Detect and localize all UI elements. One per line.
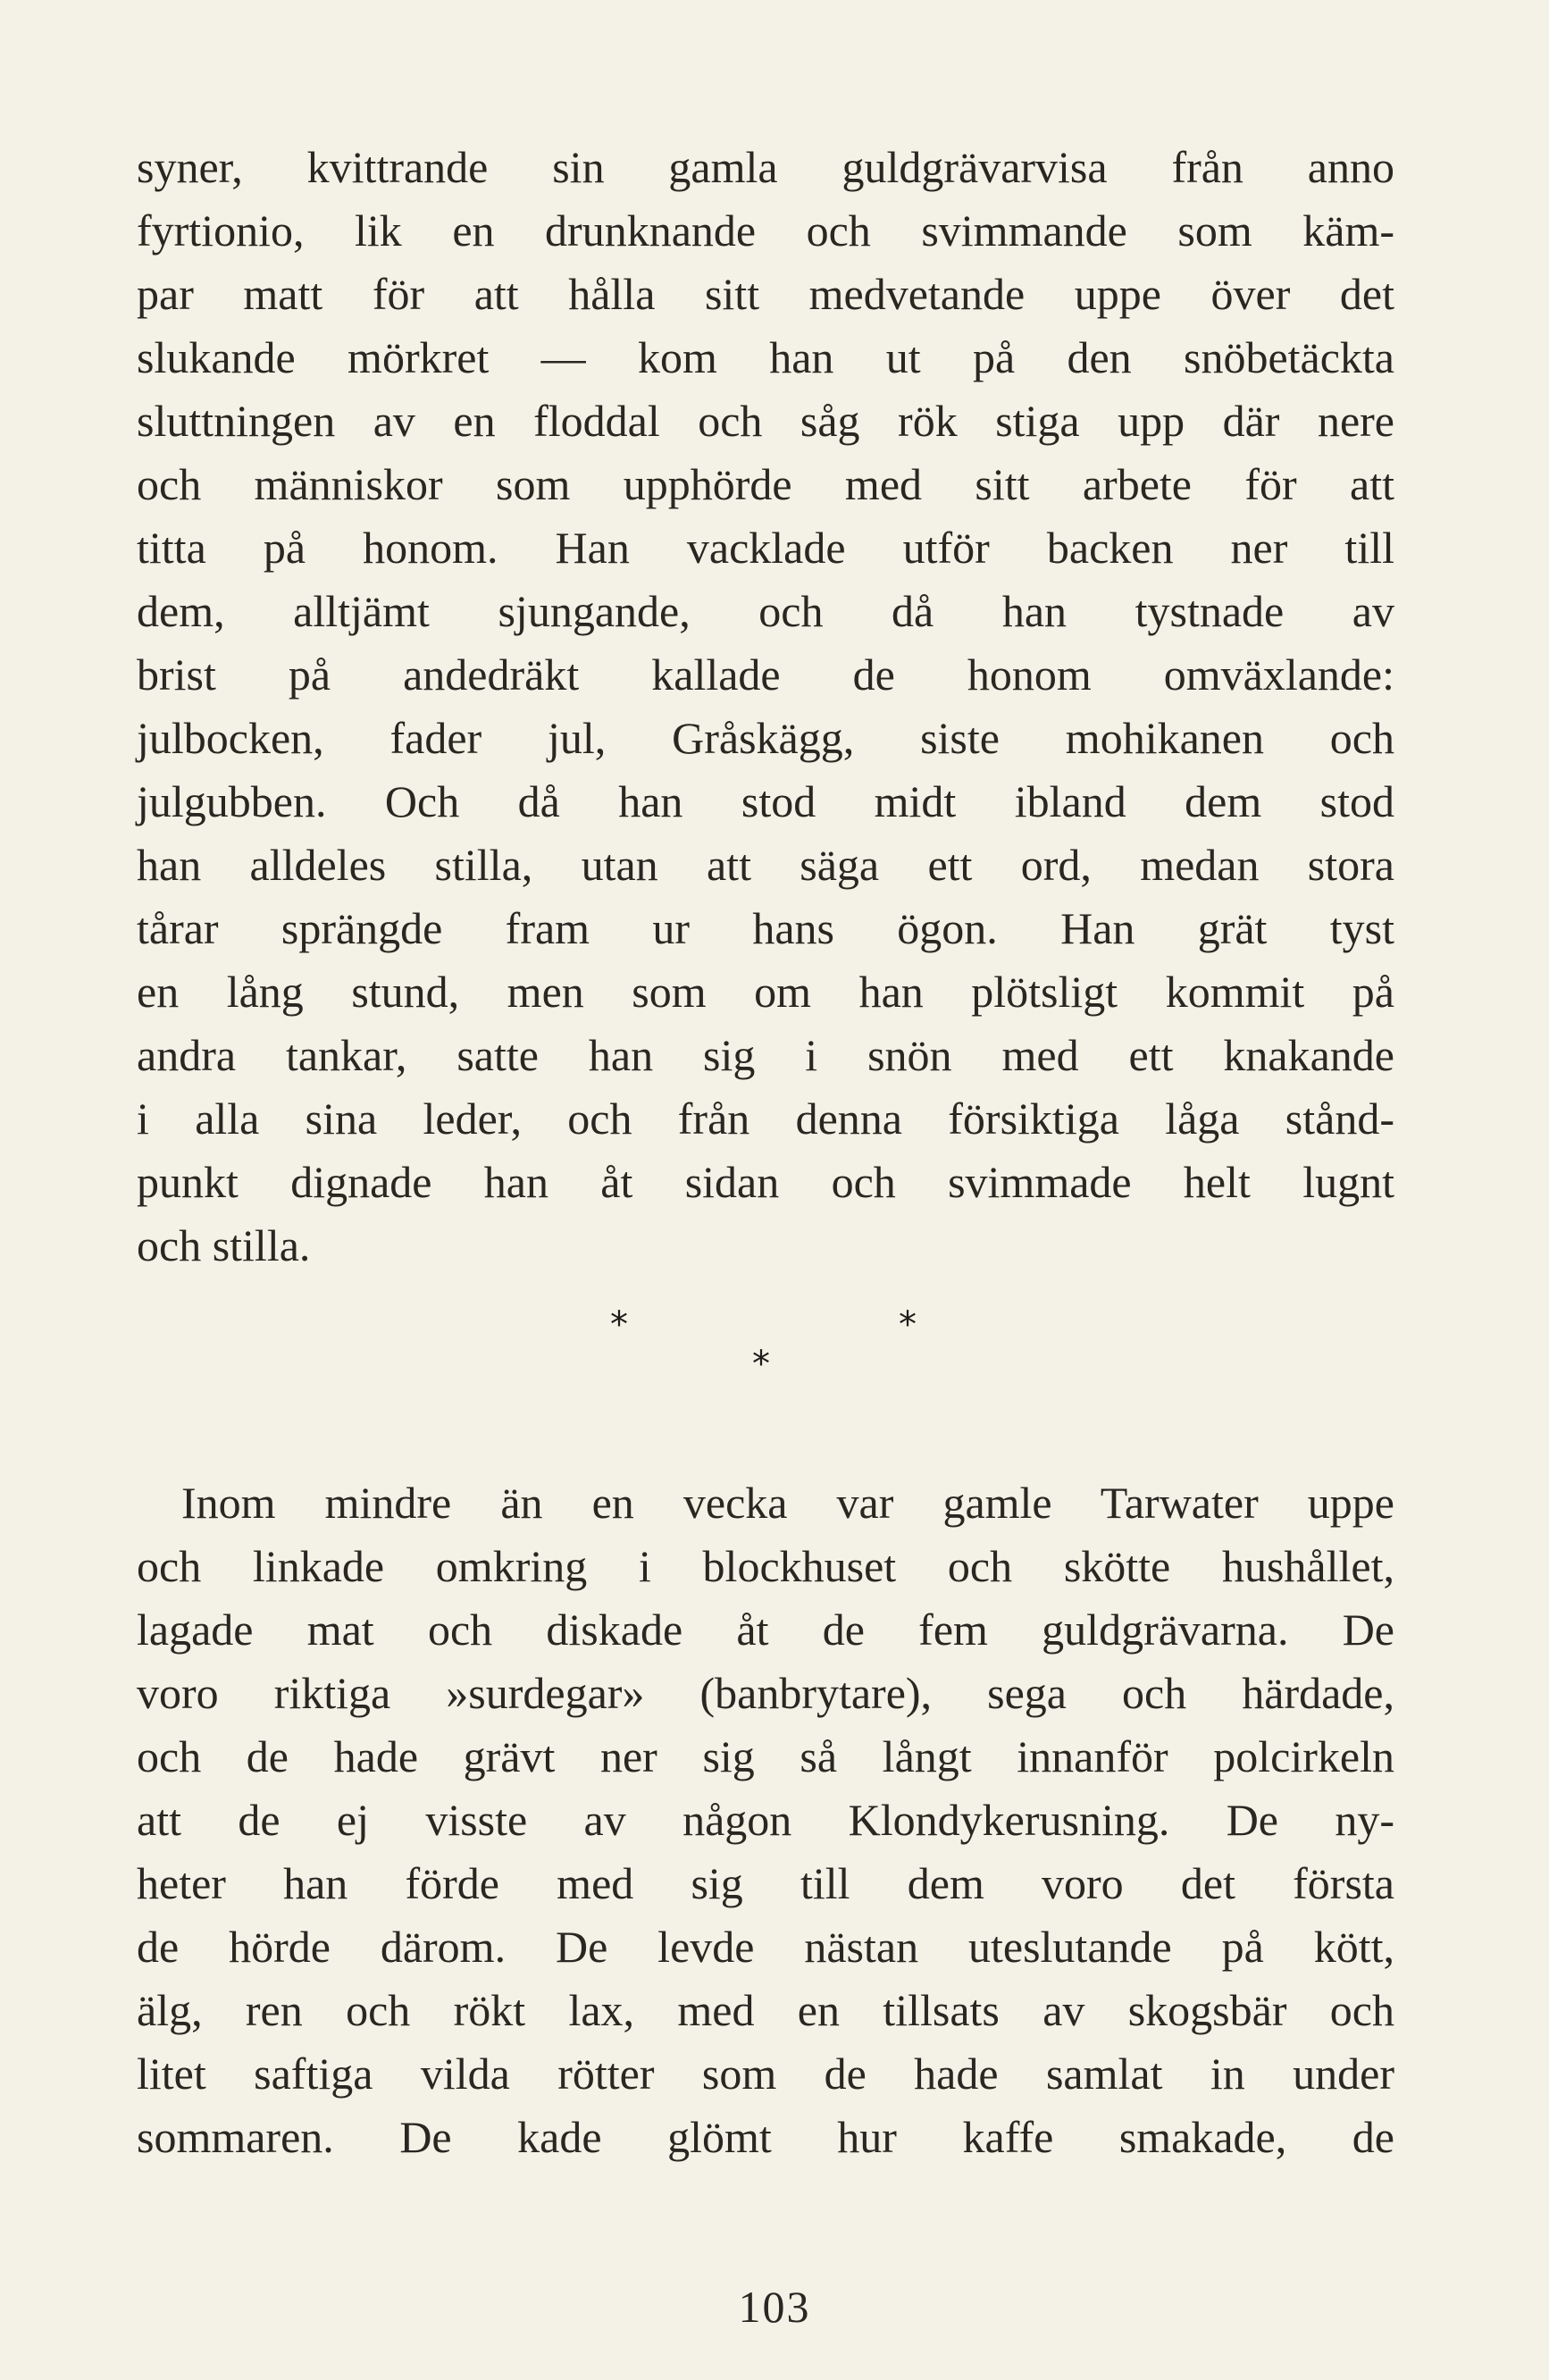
text-line: punkt dignade han åt sidan och svimmade helt lugnt [137, 1157, 1394, 1207]
text-line: han alldeles stilla, utan att säga ett ord, medan stora [137, 840, 1394, 890]
paragraph-2 [137, 1471, 1394, 2169]
text-line: sommaren. De kade glömt hur kaffe smakade, de [137, 2112, 1394, 2162]
text-line: och de hade grävt ner sig så långt innanför polcirkeln [137, 1731, 1394, 1781]
asterism-star: * [610, 1304, 628, 1345]
asterism-star: * [899, 1304, 917, 1345]
text-line: litet saftiga vilda rötter som de hade samlat in under [137, 2049, 1394, 2099]
text-line: slukande mörkret — kom han ut på den snöbetäckta [137, 332, 1394, 382]
text-line: brist på andedräkt kallade de honom omväxlande: [137, 649, 1394, 700]
text-line: och linkade omkring i blockhuset och skötte hushållet, [137, 1541, 1394, 1591]
text-line: sluttningen av en floddal och såg rök stiga upp där nere [137, 396, 1394, 446]
asterism-star: * [752, 1344, 770, 1385]
text-line: julbocken, fader jul, Gråskägg, siste mohikanen och [137, 713, 1394, 763]
text-line: Inom mindre än en vecka var gamle Tarwater uppe [181, 1478, 1394, 1528]
text-line: att de ej visste av någon Klondykerusning. De ny- [137, 1795, 1394, 1845]
text-line: titta på honom. Han vacklade utför backen ner till [137, 523, 1394, 573]
text-line: julgubben. Och då han stod midt ibland dem stod [137, 776, 1394, 826]
page-number: 103 [738, 2282, 811, 2332]
text-line: tårar sprängde fram ur hans ögon. Han grät tyst [137, 903, 1394, 953]
text-line: älg, ren och rökt lax, med en tillsats av skogsbär och [137, 1985, 1394, 2035]
text-line: voro riktiga »surdegar» (banbrytare), sega och härdade, [137, 1668, 1394, 1718]
section-separator [0, 1294, 1549, 1401]
text-line: par matt för att hålla sitt medvetande uppe över det [137, 269, 1394, 319]
text-line: heter han förde med sig till dem voro det första [137, 1858, 1394, 1908]
text-line: de hörde därom. De levde nästan uteslutande på kött, [137, 1922, 1394, 1972]
text-line: lagade mat och diskade åt de fem guldgrävarna. De [137, 1605, 1394, 1655]
text-line: dem, alltjämt sjungande, och då han tystnade av [137, 586, 1394, 636]
text-line: andra tankar, satte han sig i snön med ett knakande [137, 1030, 1394, 1080]
text-line: en lång stund, men som om han plötsligt kommit på [137, 967, 1394, 1017]
text-line: och stilla. [137, 1220, 311, 1270]
text-line: och människor som upphörde med sitt arbete för att [137, 459, 1394, 509]
text-line: fyrtionio, lik en drunknande och svimmande som käm- [137, 205, 1394, 256]
text-line: i alla sina leder, och från denna försiktiga låga stånd- [137, 1094, 1394, 1144]
paragraph-1 [137, 136, 1394, 1278]
text-line: syner, kvittrande sin gamla guldgrävarvisa från anno [137, 142, 1394, 192]
